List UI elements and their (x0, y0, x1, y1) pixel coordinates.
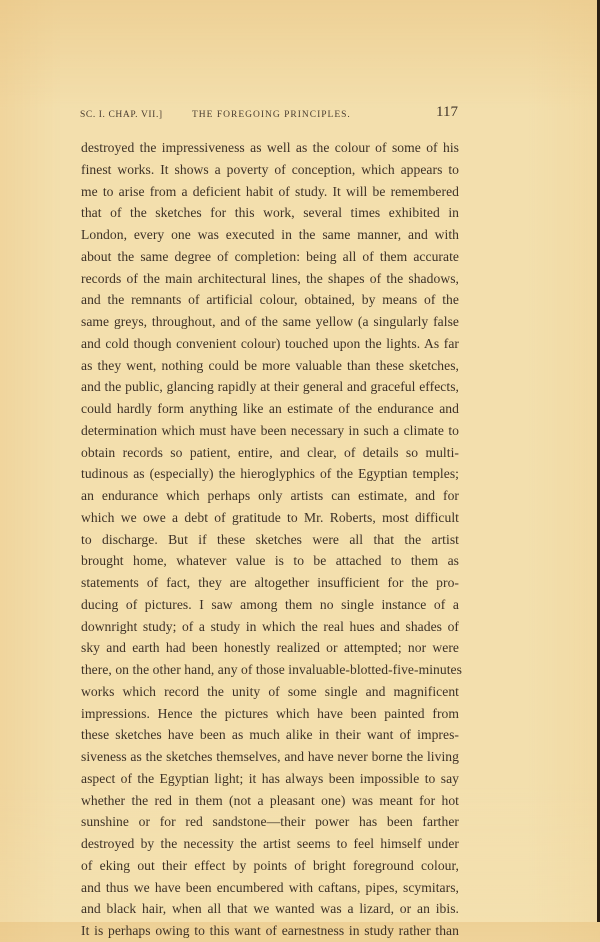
text-line: and black hair, when all that we wanted was a lizard, or an ibis. (81, 901, 459, 917)
text-line: there, on the other hand, any of those invaluable-blotted-five-minutes (81, 662, 462, 677)
text-line: and the public, glancing rapidly at their general and graceful effects, (81, 379, 459, 395)
text-line: to discharge. But if these sketches were all that the artist (81, 531, 459, 547)
text-line: impressions. Hence the pictures which have been painted from (81, 705, 459, 721)
text-line: statements of fact, they are altogether insufficient for the pro- (81, 575, 459, 590)
running-head (80, 104, 460, 122)
text-line: as they went, nothing could be more valuable than these sketches, (81, 357, 459, 373)
text-line: of eking out their effect by points of bright foreground colour, (81, 857, 459, 873)
text-line: records of the main architectural lines, the shapes of the shadows, (81, 270, 459, 286)
text-line: and the remnants of artificial colour, obtained, by means of the (81, 292, 459, 308)
text-line: determination which must have been necessary in such a climate to (81, 422, 459, 438)
text-line: It is perhaps owing to this want of earnestness in study rather than (81, 923, 459, 938)
text-line: that of the sketches for this work, several times exhibited in (81, 205, 459, 221)
text-line: about the same degree of completion: being all of them accurate (81, 248, 459, 264)
text-line: ducing of pictures. I saw among them no single instance of a (81, 596, 459, 612)
text-line: sunshine or for red sandstone—their power has been farther (81, 814, 459, 830)
text-line: me to arise from a deficient habit of study. It will be remembered (81, 183, 459, 199)
text-line: aspect of the Egyptian light; it has always been impossible to say (81, 770, 459, 786)
chapter-title: THE FOREGOING PRINCIPLES. (192, 110, 351, 120)
text-line: whether the red in them (not a pleasant one) was meant for hot (81, 792, 459, 808)
text-line: downright study; of a study in which the real hues and shades of (81, 618, 459, 634)
text-line: finest works. It shows a poverty of conception, which appears to (81, 161, 459, 177)
body-text (81, 137, 462, 942)
text-line: an endurance which perhaps only artists can estimate, and for (81, 488, 459, 503)
text-line: destroyed by the necessity the artist seems to feel himself under (81, 836, 459, 851)
text-line: these sketches have been as much alike in their want of impres- (81, 727, 459, 743)
text-line: and cold though convenient colour) touched upon the lights. As far (81, 335, 459, 351)
text-line: siveness as the sketches themselves, and have never borne the living (81, 749, 459, 764)
section-chapter-label: SC. I. CHAP. VII.] (80, 110, 163, 120)
text-line: which we owe a debt of gratitude to Mr. Roberts, most difficult (81, 509, 459, 525)
text-line: could hardly form anything like an estimate of the endurance and (81, 401, 459, 416)
text-line: tudinous as (especially) the hieroglyphics of the Egyptian temples; (81, 466, 459, 482)
text-line: works which record the unity of some single and magnificent (81, 683, 459, 699)
text-line: destroyed the impressiveness as well as the colour of some of his (81, 140, 459, 155)
text-line: same greys, throughout, and of the same yellow (a singularly false (81, 314, 459, 329)
text-line: obtain records so patient, entire, and clear, of details so multi- (81, 444, 459, 460)
text-line: London, every one was executed in the same manner, and with (81, 227, 459, 242)
text-line: brought home, whatever value is to be attached to them as (81, 553, 459, 569)
text-line: and thus we have been encumbered with caftans, pipes, scymitars, (81, 879, 459, 895)
page-number: 117 (436, 104, 458, 120)
text-line: sky and earth had been honestly realized or attempted; nor were (81, 640, 459, 656)
